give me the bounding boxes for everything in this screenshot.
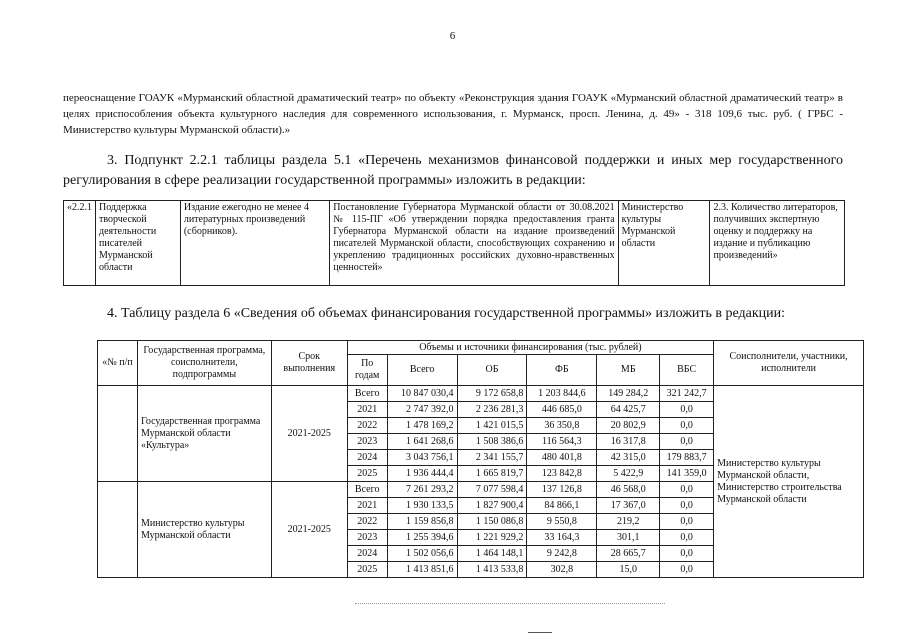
- coexecutors-cell: Министерство культуры Мурманской области, Министерство строительства Мурманской области: [714, 386, 864, 578]
- program-term: 2021-2025: [271, 482, 347, 578]
- table-row: [64, 201, 845, 286]
- fb-cell: 84 866,1: [527, 498, 597, 514]
- year-cell: 2021: [347, 402, 387, 418]
- year-cell: 2025: [347, 466, 387, 482]
- year-cell: 2024: [347, 450, 387, 466]
- vbs-cell: 0,0: [660, 482, 714, 498]
- row-number: «2.2.1: [64, 201, 96, 286]
- total-cell: 7 261 293,2: [387, 482, 457, 498]
- total-cell: 1 936 444,4: [387, 466, 457, 482]
- header-mb: МБ: [597, 355, 660, 386]
- fb-cell: 116 564,3: [527, 434, 597, 450]
- total-cell: 1 413 851,6: [387, 562, 457, 578]
- total-cell: 1 641 268,6: [387, 434, 457, 450]
- year-cell: Всего: [347, 386, 387, 402]
- program-name: Министерство культуры Мурманской области: [137, 482, 271, 578]
- mb-cell: 20 802,9: [597, 418, 660, 434]
- year-cell: 2023: [347, 434, 387, 450]
- header-program: Государственная программа, соисполнители, подпрограммы: [137, 341, 271, 386]
- year-cell: 2023: [347, 530, 387, 546]
- measure-description: Издание ежегодно не менее 4 литературных произведений (сборников).: [180, 201, 329, 286]
- total-cell: 1 478 169,2: [387, 418, 457, 434]
- header-total: Всего: [387, 355, 457, 386]
- total-cell: 1 930 133,5: [387, 498, 457, 514]
- mb-cell: 301,1: [597, 530, 660, 546]
- header-row: [98, 341, 864, 355]
- year-cell: 2022: [347, 514, 387, 530]
- ob-cell: 1 413 533,8: [457, 562, 527, 578]
- mb-cell: 149 284,2: [597, 386, 660, 402]
- vbs-cell: 0,0: [660, 546, 714, 562]
- fb-cell: 1 203 844,6: [527, 386, 597, 402]
- header-vbs: ВБС: [660, 355, 714, 386]
- indicator: 2.3. Количество литераторов, получивших экспертную оценку и поддержку на издание и публикацию произведений»: [710, 201, 845, 286]
- table-row: [98, 386, 864, 402]
- row-number-cell: [98, 386, 138, 482]
- ob-cell: 1 827 900,4: [457, 498, 527, 514]
- measure-name: Поддержка творческой деятельности писателей Мурманской области: [96, 201, 181, 286]
- bottom-mark: [528, 632, 552, 633]
- program-term: 2021-2025: [271, 386, 347, 482]
- fb-cell: 36 350,8: [527, 418, 597, 434]
- mb-cell: 219,2: [597, 514, 660, 530]
- total-cell: 10 847 030,4: [387, 386, 457, 402]
- ob-cell: 1 665 819,7: [457, 466, 527, 482]
- vbs-cell: 0,0: [660, 434, 714, 450]
- ob-cell: 2 341 155,7: [457, 450, 527, 466]
- fb-cell: 33 164,3: [527, 530, 597, 546]
- total-cell: 1 255 394,6: [387, 530, 457, 546]
- continuation-paragraph: переоснащение ГОАУК «Мурманский областной драматический театр» по объекту «Реконструкция здания ГОАУК «Мурманский областной драматический театр» в целях приспособления объекта культурного наследия для современного использования, г. Мурманск, просп. Ленина, д. 49» - 318 109,6 тыс. руб. ( ГРБС - Министерство культуры Мурманской области).»: [63, 92, 843, 136]
- mb-cell: 16 317,8: [597, 434, 660, 450]
- year-cell: 2025: [347, 562, 387, 578]
- header-coexecutors: Соисполнители, участники, исполнители: [714, 341, 864, 386]
- vbs-cell: 0,0: [660, 514, 714, 530]
- header-fb: ФБ: [527, 355, 597, 386]
- mb-cell: 46 568,0: [597, 482, 660, 498]
- ob-cell: 9 172 658,8: [457, 386, 527, 402]
- header-volumes: Объемы и источники финансирования (тыс. рублей): [347, 341, 713, 355]
- year-cell: 2021: [347, 498, 387, 514]
- total-cell: 1 159 856,8: [387, 514, 457, 530]
- mechanisms-table: [63, 200, 845, 286]
- year-cell: 2022: [347, 418, 387, 434]
- mb-cell: 17 367,0: [597, 498, 660, 514]
- ob-cell: 1 508 386,6: [457, 434, 527, 450]
- ob-cell: 1 421 015,5: [457, 418, 527, 434]
- mb-cell: 28 665,7: [597, 546, 660, 562]
- vbs-cell: 0,0: [660, 402, 714, 418]
- vbs-cell: 321 242,7: [660, 386, 714, 402]
- vbs-cell: 0,0: [660, 418, 714, 434]
- header-by-year: По годам: [347, 355, 387, 386]
- ob-cell: 1 150 086,8: [457, 514, 527, 530]
- mb-cell: 42 315,0: [597, 450, 660, 466]
- fb-cell: 123 842,8: [527, 466, 597, 482]
- vbs-cell: 0,0: [660, 498, 714, 514]
- program-name: Государственная программа Мурманской области «Культура»: [137, 386, 271, 482]
- fb-cell: 9 242,8: [527, 546, 597, 562]
- header-num: «№ п/п: [98, 341, 138, 386]
- page-number: 6: [449, 30, 456, 42]
- total-cell: 3 043 756,1: [387, 450, 457, 466]
- fb-cell: 137 126,8: [527, 482, 597, 498]
- header-ob: ОБ: [457, 355, 527, 386]
- mb-cell: 64 425,7: [597, 402, 660, 418]
- total-cell: 2 747 392,0: [387, 402, 457, 418]
- row-number-cell: [98, 482, 138, 578]
- mb-cell: 15,0: [597, 562, 660, 578]
- ob-cell: 1 464 148,1: [457, 546, 527, 562]
- financing-table: [97, 340, 864, 578]
- fb-cell: 446 685,0: [527, 402, 597, 418]
- ob-cell: 2 236 281,3: [457, 402, 527, 418]
- header-term: Срок выполнения: [271, 341, 347, 386]
- year-cell: Всего: [347, 482, 387, 498]
- vbs-cell: 0,0: [660, 562, 714, 578]
- section-3-heading: 3. Подпункт 2.2.1 таблицы раздела 5.1 «Перечень механизмов финансовой поддержки и иных мер государственного регулирования в сфере реализации государственной программы» изложить в редакции:: [63, 153, 843, 188]
- ob-cell: 7 077 598,4: [457, 482, 527, 498]
- total-cell: 1 502 056,6: [387, 546, 457, 562]
- dotted-separator: [355, 603, 665, 604]
- vbs-cell: 141 359,0: [660, 466, 714, 482]
- responsible-executor: Министерство культуры Мурманской области: [618, 201, 710, 286]
- fb-cell: 9 550,8: [527, 514, 597, 530]
- section-4-heading: 4. Таблицу раздела 6 «Сведения об объемах финансирования государственной программы» изложить в редакции:: [107, 306, 786, 321]
- ob-cell: 1 221 929,2: [457, 530, 527, 546]
- legal-act: Постановление Губернатора Мурманской области от 30.08.2021 № 115-ПГ «Об утверждении порядка предоставления гранта Губернатора Мурманской области на издание произведений писателей Мурманской области, способствующих сохранению и укреплению традиционных российских духовно-нравственных ценностей»: [330, 201, 618, 286]
- fb-cell: 480 401,8: [527, 450, 597, 466]
- fb-cell: 302,8: [527, 562, 597, 578]
- vbs-cell: 179 883,7: [660, 450, 714, 466]
- year-cell: 2024: [347, 546, 387, 562]
- mb-cell: 5 422,9: [597, 466, 660, 482]
- vbs-cell: 0,0: [660, 530, 714, 546]
